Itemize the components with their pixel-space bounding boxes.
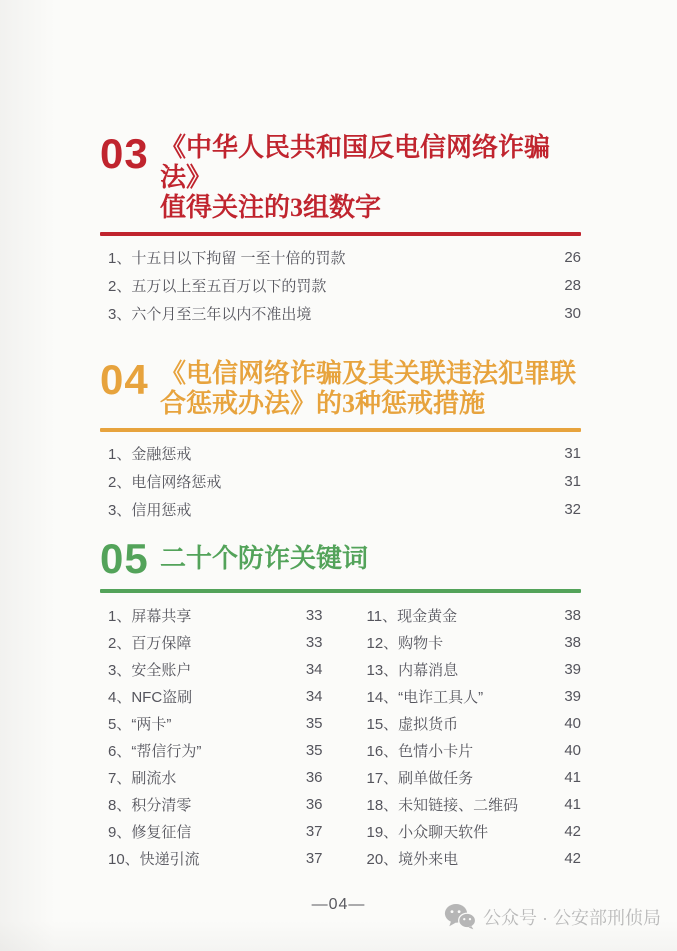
toc-item-page: 32 <box>564 500 581 518</box>
toc-item-label: 1、金融惩戒 <box>108 445 192 463</box>
toc-item-page: 26 <box>564 248 581 266</box>
toc-item <box>367 710 582 737</box>
toc-item <box>108 818 323 845</box>
toc-item <box>108 791 323 818</box>
toc-item <box>367 737 582 764</box>
toc-item-page: 42 <box>564 823 581 840</box>
footer-page-number: —04— <box>311 896 366 913</box>
toc-item-page: 33 <box>305 607 323 624</box>
watermark <box>444 903 661 930</box>
toc-item-page: 35 <box>305 742 323 759</box>
toc-item-label: 8、积分清零 <box>108 797 192 814</box>
toc-item-label: 4、NFC盗刷 <box>108 689 193 706</box>
toc-item-page: 37 <box>305 823 323 840</box>
toc-item <box>108 845 323 872</box>
toc-item <box>108 656 323 683</box>
toc-item-page: 28 <box>564 276 581 294</box>
toc-item-label: 16、色情小卡片 <box>366 743 474 760</box>
section-04-heading <box>100 356 581 419</box>
toc-item-label: 12、购物卡 <box>366 635 444 652</box>
toc-item <box>108 495 581 523</box>
section-04 <box>100 356 581 523</box>
toc-item-label: 10、快递引流 <box>108 851 200 868</box>
section-03 <box>100 130 581 327</box>
toc-item-page: 42 <box>564 850 581 867</box>
toc-item-label: 18、未知链接、二维码 <box>366 797 519 814</box>
section-04-title-line2: 合惩戒办法》的3种惩戒措施 <box>160 389 486 418</box>
toc-item-page: 34 <box>305 688 323 705</box>
toc-item-label: 3、六个月至三年以内不准出境 <box>108 305 312 323</box>
section-05-divider <box>100 589 581 593</box>
toc-item <box>108 710 323 737</box>
toc-item-page: 39 <box>564 661 581 678</box>
section-03-heading <box>100 130 581 223</box>
section-05-number: 05 <box>100 535 149 582</box>
toc-item-label: 3、安全账户 <box>108 662 192 679</box>
toc-item-page: 34 <box>305 661 323 678</box>
toc-item-page: 31 <box>564 472 581 490</box>
toc-item <box>108 683 323 710</box>
section-05-heading <box>100 535 581 582</box>
section-05 <box>100 535 581 872</box>
toc-item-page: 40 <box>564 742 581 759</box>
toc-item <box>108 737 323 764</box>
toc-item-label: 14、“电诈工具人” <box>366 689 484 706</box>
keywords-column-left <box>108 602 323 872</box>
toc-item-page: 33 <box>305 634 323 651</box>
toc-item-label: 20、境外来电 <box>366 851 459 868</box>
toc-item-page: 36 <box>305 796 323 813</box>
toc-item <box>367 602 582 629</box>
toc-item-label: 13、内幕消息 <box>366 662 459 679</box>
section-05-items <box>100 602 581 872</box>
toc-item <box>367 629 582 656</box>
toc-item-label: 2、百万保障 <box>108 635 192 652</box>
section-03-title-line2: 值得关注的3组数字 <box>160 193 382 222</box>
toc-item-label: 15、虚拟货币 <box>366 716 459 733</box>
toc-item <box>108 243 581 271</box>
toc-item-page: 35 <box>305 715 323 732</box>
toc-item-label: 9、修复征信 <box>108 824 192 841</box>
toc-item-label: 19、小众聊天软件 <box>366 824 489 841</box>
toc-item <box>108 764 323 791</box>
toc-item <box>108 629 323 656</box>
toc-item <box>367 683 582 710</box>
section-04-number: 04 <box>100 356 149 403</box>
section-05-title <box>160 542 368 576</box>
toc-item <box>367 845 582 872</box>
toc-item-page: 36 <box>305 769 323 786</box>
toc-item-label: 17、刷单做任务 <box>366 770 474 787</box>
wechat-icon <box>444 903 476 930</box>
toc-item-label: 1、十五日以下拘留 一至十倍的罚款 <box>108 249 346 267</box>
section-04-items <box>100 439 581 523</box>
toc-item-label: 5、“两卡” <box>108 716 172 733</box>
toc-item <box>367 791 582 818</box>
toc-item-page: 41 <box>564 796 581 813</box>
toc-item-label: 2、电信网络惩戒 <box>108 473 222 491</box>
toc-item <box>108 299 581 327</box>
toc-item-page: 37 <box>305 850 323 867</box>
section-04-title-line1: 《电信网络诈骗及其关联违法犯罪联 <box>160 359 577 388</box>
toc-item-page: 41 <box>564 769 581 786</box>
section-05-title-line1: 二十个防诈关键词 <box>160 544 369 573</box>
toc-item <box>108 467 581 495</box>
toc-item <box>108 271 581 299</box>
toc-item-page: 31 <box>564 444 581 462</box>
toc-page-content <box>100 0 581 872</box>
section-03-title <box>160 133 581 223</box>
toc-item-label: 1、屏幕共享 <box>108 608 192 625</box>
section-04-title <box>160 359 576 419</box>
toc-item-label: 2、五万以上至五百万以下的罚款 <box>108 277 327 295</box>
toc-item-label: 3、信用惩戒 <box>108 501 192 519</box>
keywords-column-right <box>367 602 582 872</box>
toc-item <box>367 764 582 791</box>
section-03-title-line1: 《中华人民共和国反电信网络诈骗法》 <box>160 133 551 192</box>
section-03-divider <box>100 232 581 236</box>
watermark-text: 公众号 · 公安部刑侦局 <box>483 907 661 928</box>
toc-item-page: 40 <box>564 715 581 732</box>
toc-item-page: 30 <box>564 304 581 322</box>
toc-item <box>108 439 581 467</box>
section-04-divider <box>100 428 581 432</box>
section-03-number: 03 <box>100 130 149 177</box>
toc-item-label: 11、现金黄金 <box>366 608 458 625</box>
toc-item-label: 7、刷流水 <box>108 770 177 787</box>
toc-item-page: 38 <box>564 634 581 651</box>
toc-item-label: 6、“帮信行为” <box>108 743 202 760</box>
section-03-items <box>100 243 581 327</box>
toc-item-page: 38 <box>564 607 581 624</box>
toc-item <box>367 818 582 845</box>
toc-item <box>367 656 582 683</box>
toc-item-page: 39 <box>564 688 581 705</box>
toc-item <box>108 602 323 629</box>
